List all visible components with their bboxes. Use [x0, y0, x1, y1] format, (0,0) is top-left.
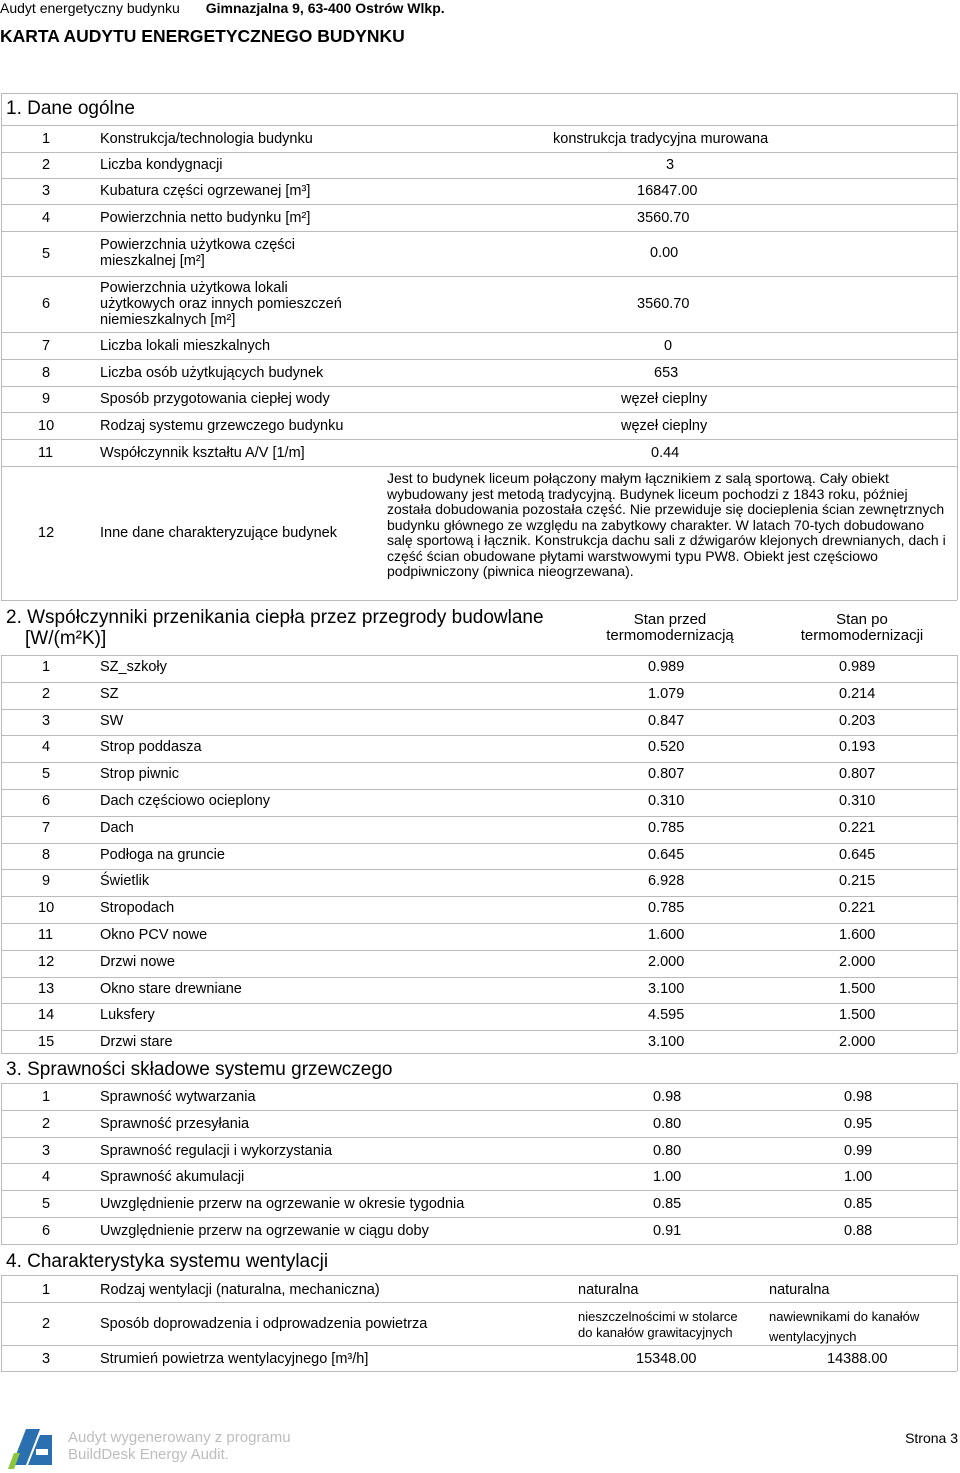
row-value: 3560.70 [637, 296, 690, 312]
row-value-before [578, 1309, 738, 1341]
table-row [1, 359, 957, 360]
row-label: Podłoga na gruncie [100, 846, 225, 863]
col-header-before [570, 612, 770, 644]
row-label: Świetlik [100, 873, 150, 890]
row-label: Liczba kondygnacji [100, 157, 223, 173]
row-number: 3 [42, 712, 51, 729]
row-number: 8 [42, 846, 51, 863]
row-value-after: 0.193 [839, 739, 876, 756]
row-label: Drzwi stare [100, 1034, 173, 1051]
row-value-after: 0.214 [839, 685, 876, 702]
col-header-after [762, 612, 960, 644]
row-label: Współczynnik kształtu A/V [1/m] [100, 444, 305, 461]
row-label: SW [100, 712, 124, 729]
row-number: 2 [42, 157, 51, 173]
row-value-after: 0.645 [839, 846, 876, 863]
row-value-before: 0.785 [648, 819, 685, 836]
table-row [1, 178, 957, 179]
row-value-after: 0.989 [839, 659, 876, 675]
row-label: Dach częściowo ocieplony [100, 793, 271, 809]
table-row [1, 439, 957, 440]
table-row [1, 1190, 957, 1191]
col-header-after-line2: termomodernizacji [800, 627, 924, 644]
row-label: Strop poddasza [100, 739, 202, 756]
row-number: 3 [42, 183, 51, 199]
row-value-before: 0.807 [648, 766, 685, 783]
col-header-after-line1: Stan po [836, 611, 888, 628]
header-address: Gimnazjalna 9, 63-400 Ostrów Wlkp. [205, 0, 445, 16]
row-label: Liczba osób użytkujących budynek [100, 364, 324, 381]
row-value-before: naturalna [578, 1282, 639, 1298]
row-label: Sposób przygotowania ciepłej wody [100, 391, 330, 407]
row-value-before: 0.91 [653, 1223, 682, 1239]
row-value-after: 0.88 [844, 1223, 873, 1239]
row-value-after: 0.807 [839, 766, 876, 783]
row-value-after: 0.215 [839, 873, 876, 890]
row-number: 1 [42, 1089, 51, 1105]
row-value-before: 1.079 [648, 685, 685, 702]
row-value-after: 14388.00 [827, 1351, 888, 1367]
row-value: 3560.70 [637, 209, 690, 226]
row-number: 9 [42, 391, 51, 407]
section3-bottom-border [1, 1244, 957, 1245]
row-value-after: 2.000 [839, 953, 876, 970]
table-row [1, 950, 957, 951]
table-row [1, 1163, 957, 1164]
row-number: 7 [42, 819, 51, 836]
row-label: Okno PCV nowe [100, 927, 208, 943]
row-value-after: 1.500 [839, 1007, 876, 1024]
table-row [1, 1217, 957, 1218]
table-row [1, 977, 957, 978]
row-label: Sprawność wytwarzania [100, 1089, 256, 1105]
section4-bottom-border [1, 1371, 957, 1372]
row-label-line2: mieszkalnej [m²] [100, 253, 205, 269]
section1-title: 1. Dane ogólne [6, 98, 135, 119]
row-value-after-line2: wentylacyjnych [769, 1329, 857, 1344]
builddesk-logo-icon [6, 1425, 56, 1469]
row-label: Powierzchnia netto budynku [m²] [100, 209, 311, 226]
row-number: 5 [42, 245, 51, 262]
section2-top-border [1, 600, 957, 601]
row-value-before: 4.595 [648, 1007, 685, 1024]
row-value-after: 0.221 [839, 900, 876, 917]
row-number: 9 [42, 873, 51, 890]
table-row [1, 789, 957, 790]
row-value-before: 0.989 [648, 659, 685, 675]
row-value-before: 0.785 [648, 900, 685, 917]
table-row [1, 1083, 957, 1084]
row-number: 13 [38, 980, 55, 997]
row-label: Sprawność regulacji i wykorzystania [100, 1142, 333, 1159]
table-row [1, 762, 957, 763]
row-number: 2 [42, 685, 51, 702]
row-value-before: 0.310 [648, 793, 685, 809]
row-value-before: 1.600 [648, 927, 685, 943]
row-label: SZ [100, 685, 119, 702]
row-value-before: 0.80 [653, 1115, 682, 1132]
row-value-before: 0.85 [653, 1196, 682, 1213]
row-label-line3: niemieszkalnych [m²] [100, 312, 236, 328]
section2-title-line2: [W/(m²K)] [25, 628, 107, 649]
row-number: 4 [42, 1169, 51, 1186]
row-number: 15 [38, 1034, 55, 1051]
row-value-after: 0.221 [839, 819, 876, 836]
table-row [1, 709, 957, 710]
row-value-after: 1.600 [839, 927, 876, 943]
row-label: Luksfery [100, 1007, 155, 1024]
table-row [1, 735, 957, 736]
row-value: 0.44 [651, 444, 680, 461]
row-number: 7 [42, 337, 51, 354]
row-label: Uwzględnienie przerw na ogrzewanie w okresie tygodnia [100, 1196, 465, 1213]
footer-line1: Audyt wygenerowany z programu [68, 1429, 291, 1446]
row-label: Uwzględnienie przerw na ogrzewanie w ciągu doby [100, 1223, 429, 1239]
table-row [1, 1275, 957, 1276]
row-label: Konstrukcja/technologia budynku [100, 130, 313, 147]
table-row [1, 412, 957, 413]
row-value-before-line1: nieszczelnościmi w stolarce [578, 1309, 738, 1324]
row-value-after: 0.85 [844, 1196, 873, 1213]
row-number: 11 [38, 444, 54, 461]
row-number: 3 [42, 1351, 51, 1367]
row-label-line2: użytkowych oraz innych pomieszczeń [100, 296, 342, 312]
row-number: 1 [42, 659, 51, 675]
row-label: Sposób doprowadzenia i odprowadzenia powietrza [100, 1316, 428, 1332]
row-value-before: 15348.00 [636, 1351, 697, 1367]
table-row [1, 869, 957, 870]
row-number: 4 [42, 739, 51, 756]
row-number: 5 [42, 1196, 51, 1213]
row-label: Strop piwnic [100, 766, 179, 783]
row-value-before: 0.645 [648, 846, 685, 863]
row-label-line1: Powierzchnia użytkowa lokali [100, 280, 288, 296]
table-row [1, 125, 957, 126]
row-value: węzeł cieplny [621, 417, 708, 434]
table-row [1, 1137, 957, 1138]
row-value-after: 0.95 [844, 1115, 873, 1132]
table-row [1, 204, 957, 205]
row-value-after: 1.00 [844, 1169, 873, 1186]
row-number: 12 [38, 953, 55, 970]
row-number: 10 [38, 900, 55, 917]
row-label: Liczba lokali mieszkalnych [100, 337, 271, 354]
row-value-before: 0.80 [653, 1142, 682, 1159]
header-doc-type: Audyt energetyczny budynku [0, 0, 180, 16]
row-value-after: 1.500 [839, 980, 876, 997]
row-number: 10 [38, 417, 55, 434]
row-value-before: 0.847 [648, 712, 685, 729]
row-number: 8 [42, 364, 51, 381]
row-number: 1 [42, 130, 51, 147]
table-row [1, 386, 957, 387]
row-value-before-line2: do kanałów grawitacyjnych [578, 1325, 733, 1340]
row-number: 2 [42, 1115, 51, 1132]
table-row [1, 276, 957, 277]
table-row [1, 231, 957, 232]
section2-bottom-border [1, 1053, 957, 1054]
row-number: 2 [42, 1316, 51, 1332]
row-label: Strumień powietrza wentylacyjnego [m³/h] [100, 1351, 369, 1367]
table-row [1, 466, 957, 467]
section1-top-border [1, 93, 957, 94]
row-number: 14 [38, 1007, 55, 1024]
page-title: KARTA AUDYTU ENERGETYCZNEGO BUDYNKU [0, 26, 405, 46]
table-row [1, 655, 957, 656]
page-header [0, 0, 445, 16]
row-label: Stropodach [100, 900, 175, 917]
col-header-before-line1: Stan przed [633, 611, 707, 628]
row-value-before: 0.98 [653, 1089, 682, 1105]
table-row [1, 1110, 957, 1111]
row-number: 4 [42, 209, 51, 226]
table-row [1, 896, 957, 897]
table-row [1, 332, 957, 333]
section2-title-line1: 2. Współczynniki przenikania ciepła przez przegrody budowlane [6, 607, 544, 628]
table-row [1, 682, 957, 683]
row-value-before: 1.00 [653, 1169, 682, 1186]
table-row [1, 1302, 957, 1303]
row-value-after: 2.000 [839, 1034, 876, 1051]
table-row [1, 1030, 957, 1031]
row-label: Rodzaj systemu grzewczego budynku [100, 417, 344, 434]
row-label: Sprawność przesyłania [100, 1115, 250, 1132]
row-number: 12 [38, 525, 55, 541]
section2-title [6, 607, 544, 649]
row-number: 3 [42, 1142, 51, 1159]
table-row [1, 1003, 957, 1004]
row-value-after: naturalna [769, 1282, 830, 1298]
row-value: 0.00 [650, 245, 679, 261]
row-label: Rodzaj wentylacji (naturalna, mechaniczna) [100, 1282, 380, 1298]
row-number: 1 [42, 1282, 51, 1298]
row-value-after: 0.98 [844, 1089, 873, 1105]
col-header-before-line2: termomodernizacją [606, 627, 734, 644]
row-label: Inne dane charakteryzujące budynek [100, 525, 337, 541]
row-value: 3 [666, 157, 675, 173]
section3-title: 3. Sprawności składowe systemu grzewczego [6, 1059, 393, 1080]
page-number: Strona 3 [905, 1430, 958, 1446]
row-label: Kubatura części ogrzewanej [m³] [100, 183, 311, 199]
row-value: 16847.00 [637, 183, 698, 199]
building-description: Jest to budynek liceum połączony małym łącznikiem z salą sportową. Cały obiekt wybudowany jest metodą tradycyjną. Budynek liceum pochodzi z 1843 roku, później została dobudowania pozostała część. Nie przewiduje się docieplenia ścian zewnętrznych budynku głównego ze względu na zabytkowy charakter. W latach 70-tych dobudowano salę sportową i łącznik. Konstrukcja dachu sali z dźwigarów klejonych drewnianych, dach i część ścian obudowane płytami warstwowymi typu PW8. Obiekt jest częściowo podpiwniczony (piwnica nieogrzewana). [387, 470, 946, 579]
row-value-after: 0.203 [839, 712, 876, 729]
section4-title: 4. Charakterystyka systemu wentylacji [6, 1251, 329, 1272]
row-number: 5 [42, 766, 51, 783]
row-number: 6 [42, 793, 51, 809]
row-value: 653 [654, 364, 679, 381]
row-value: 0 [664, 337, 673, 354]
footer-line2: BuildDesk Energy Audit. [68, 1446, 229, 1463]
row-value: węzeł cieplny [621, 391, 708, 407]
row-number: 11 [38, 927, 54, 943]
row-value-before: 6.928 [648, 873, 685, 890]
row-label: Okno stare drewniane [100, 980, 242, 997]
row-label: SZ_szkoły [100, 659, 167, 675]
row-value-after: 0.99 [844, 1142, 873, 1159]
table-row [1, 843, 957, 844]
table-row [1, 923, 957, 924]
row-value-after [769, 1309, 919, 1345]
row-value-before: 2.000 [648, 953, 685, 970]
row-value-after: 0.310 [839, 793, 876, 809]
row-value-after-line1: nawiewnikami do kanałów [769, 1309, 920, 1324]
row-label-line1: Powierzchnia użytkowa części [100, 237, 296, 253]
row-label: Dach [100, 819, 134, 836]
row-number: 6 [42, 1223, 51, 1239]
row-value-before: 0.520 [648, 739, 685, 756]
row-label: Sprawność akumulacji [100, 1169, 245, 1186]
row-value-before: 3.100 [648, 1034, 685, 1051]
row-value: konstrukcja tradycyjna murowana [553, 130, 769, 147]
table-row [1, 816, 957, 817]
table-row [1, 1345, 957, 1346]
row-label: Drzwi nowe [100, 953, 175, 970]
table-row [1, 152, 957, 153]
row-number: 6 [42, 296, 51, 312]
row-value-before: 3.100 [648, 980, 685, 997]
